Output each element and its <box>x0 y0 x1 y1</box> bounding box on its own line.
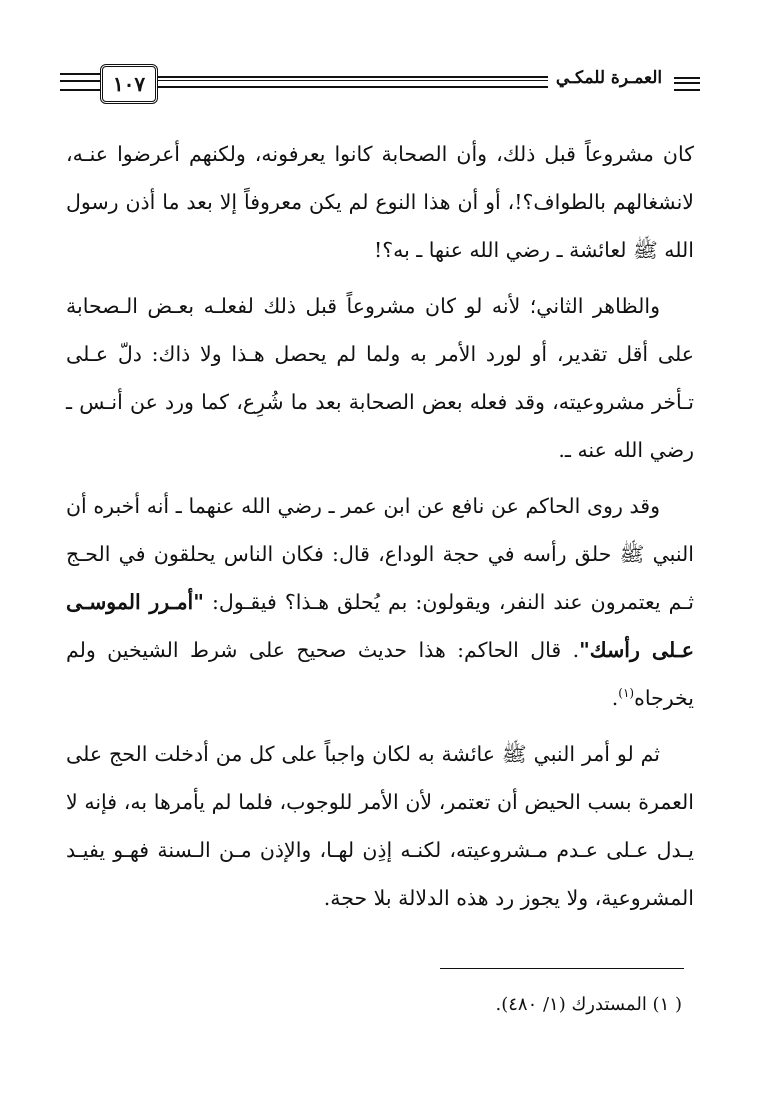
footnote-1: ( ١) المستدرك (١/ ٤٨٠). <box>495 994 682 1015</box>
page-number: ١٠٧ <box>100 64 158 104</box>
header-rule-middle <box>156 76 548 88</box>
header-rule-right <box>674 77 700 91</box>
body-text <box>66 130 694 930</box>
paragraph-4: ثم لو أمر النبي ﷺ عائشة به لكان واجباً على كل من أدخلت الحج على العمرة بسب الحيض أن تعتمر، لأن الأمر للوجوب، فلما لم يأمرها به، فإنه لا يـدل عـلى عـدم مـشروعيته، لكنـه إذِن لهـا، والإذن مـن الـسنة فهـو يفيـد المشروعية، ولا يجوز رد هذه الدلالة بلا حجة. <box>66 742 694 910</box>
header-rule-left <box>60 73 100 91</box>
paragraph-2: والظاهر الثاني؛ لأنه لو كان مشروعاً قبل ذلك لفعلـه بعـض الـصحابة على أقل تقدير، أو لورد الأمر به ولما لم يحصل هـذا ولا ذاك: دلّ عـلى تـأخر مشروعيته، وقد فعله بعض الصحابة بعد ما شُرِع، كما ورد عن أنـس ـ رضي الله عنه ـ. <box>66 294 694 462</box>
paragraph-3-text-a: وقد روى الحاكم عن نافع عن ابن عمر ـ رضي الله عنهما ـ أنه أخبره أن النبي ﷺ حلق رأسه في حجة الوداع، قال: فكان الناس يحلقون في الحـج ثـم يعتمرون عند النفر، ويقولون: بم يُحلق هـذا؟ فيقـول: <box>66 494 694 614</box>
footnote-divider <box>440 968 684 969</box>
paragraph-3-end: . <box>611 686 619 710</box>
running-title: العمـرة للمكـي <box>555 68 663 88</box>
paragraph-1: كان مشروعاً قبل ذلك، وأن الصحابة كانوا يعرفونه، ولكنهم أعرضوا عنـه، لانشغالهم بالطواف؟!، أو أن هذا النوع لم يكن معروفاً إلا بعد ما أذن رسول الله ﷺ لعائشة ـ رضي الله عنها ـ به؟! <box>66 142 694 262</box>
footnote-reference: (١) <box>618 686 635 701</box>
page-header <box>60 58 700 108</box>
hadith-quote: "أمـرر الموسـى عـلى رأسك" <box>66 590 694 662</box>
paragraph-3-text-b: . قال الحاكم: هذا حديث صحيح على شرط الشيخين ولم يخرجاه <box>66 638 694 710</box>
paragraph-3 <box>66 482 694 722</box>
